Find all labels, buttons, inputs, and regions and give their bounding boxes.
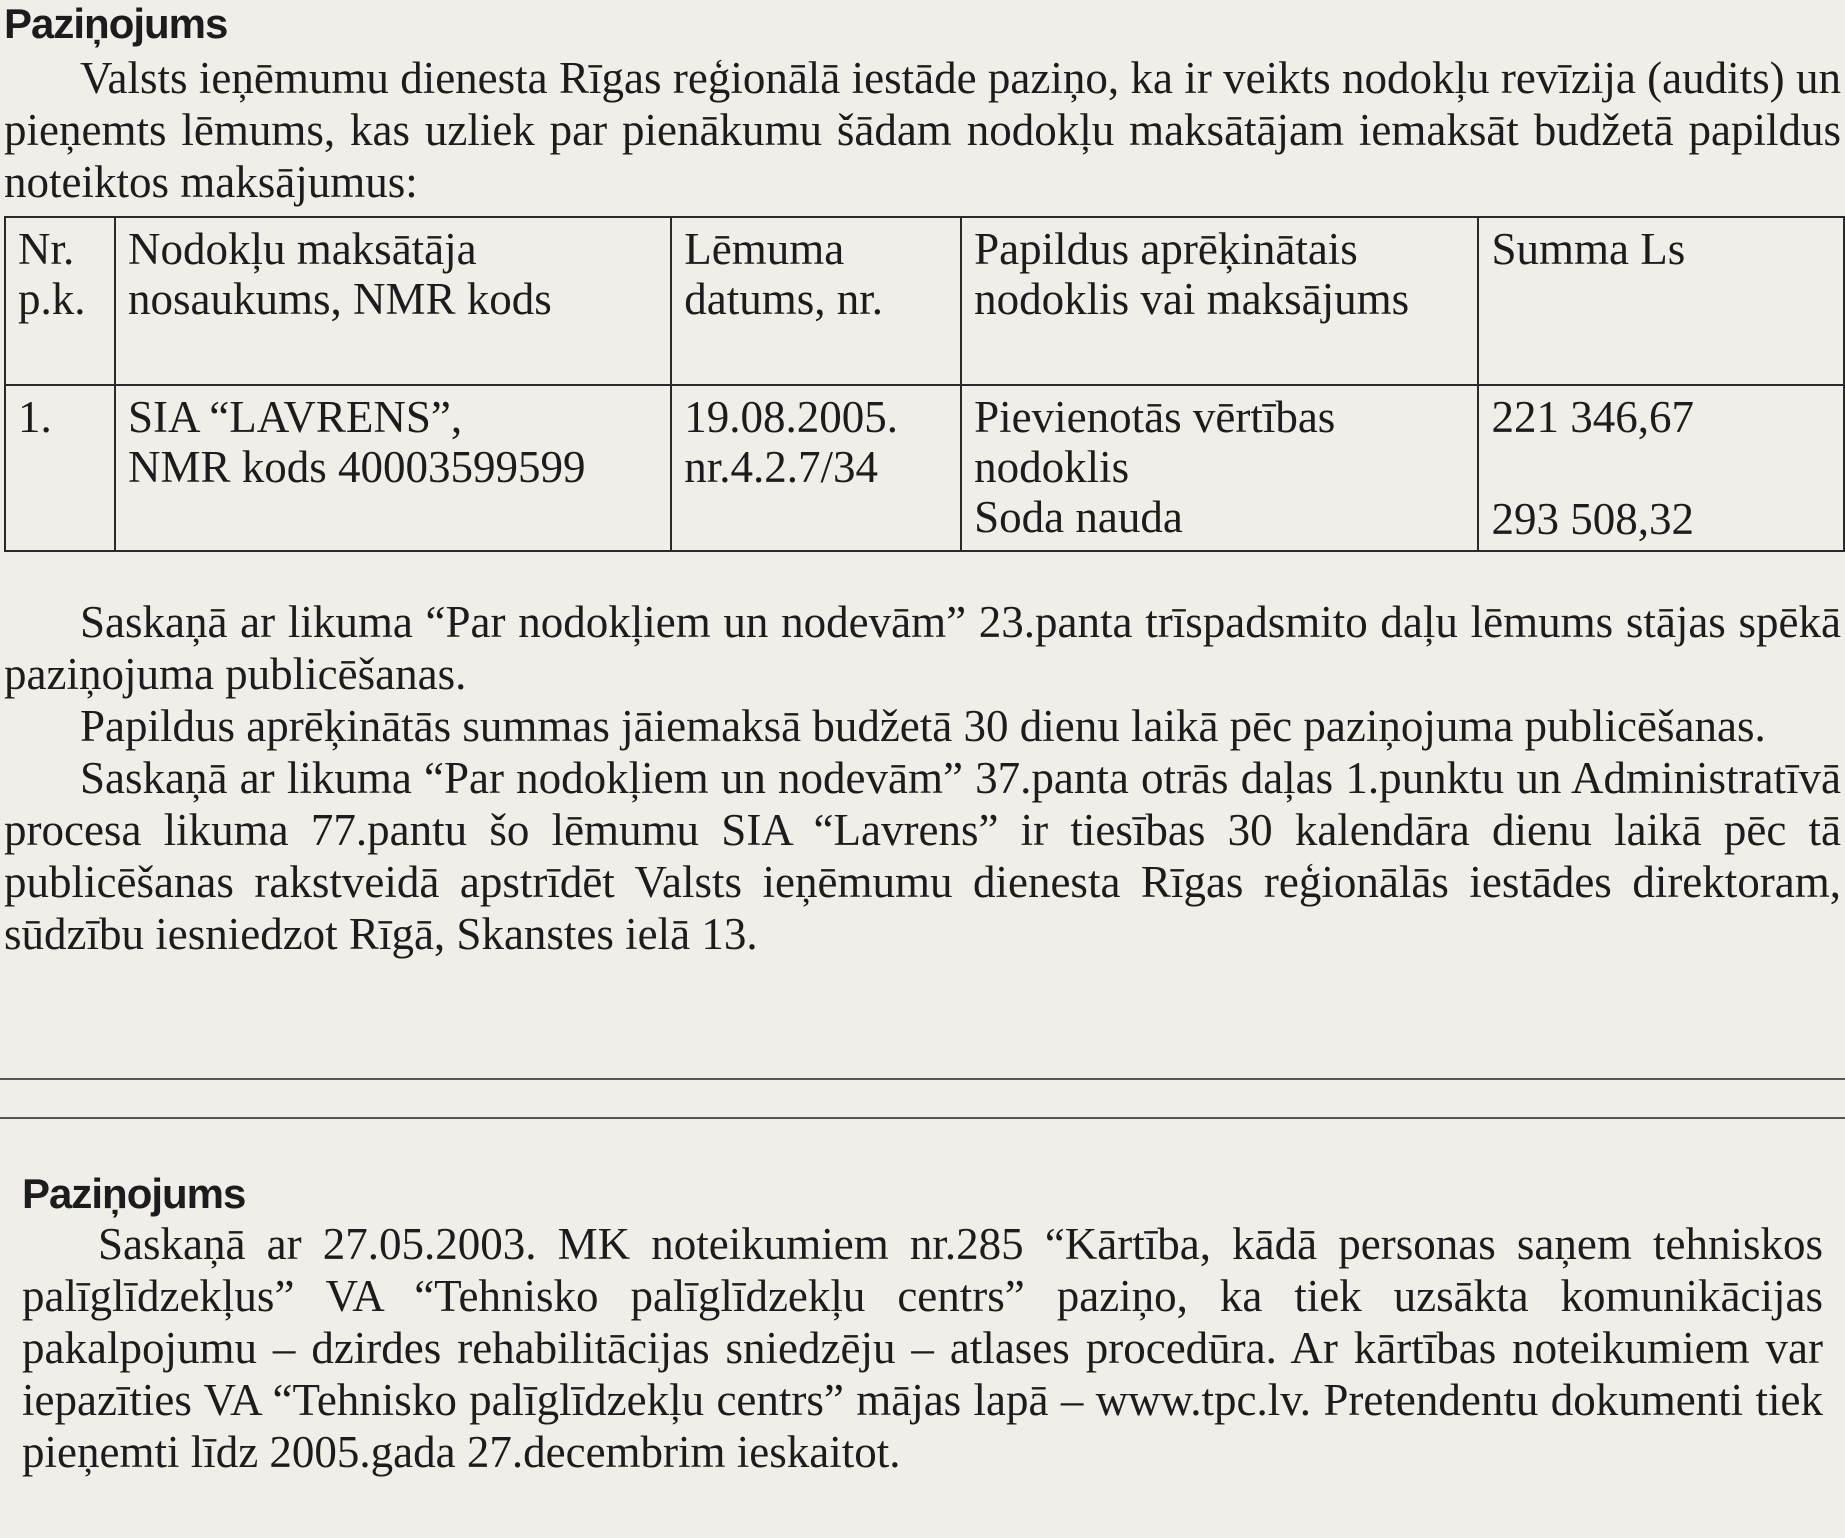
taxpayer-code: NMR kods 40003599599 [127,442,586,492]
tax-assessment-table [4,216,1845,552]
cell-taxpayer [115,385,671,551]
header-amount: Summa Ls [1478,217,1844,385]
header-decision-date: Lēmuma datums, nr. [671,217,961,385]
notice-heading: Paziņojums [22,1170,246,1217]
amount-vat: 221 346,67 [1491,392,1694,442]
cell-tax-type [961,385,1478,551]
table-header-row [5,217,1844,385]
taxpayer-name: SIA “LAVRENS”, [127,392,463,442]
decision-number: nr.4.2.7/34 [684,442,879,492]
header-additional-tax: Papildus aprēķinātais nodoklis vai maksājums [961,217,1478,385]
section-divider-bottom [0,1117,1845,1119]
notice-tpc [0,1170,1845,1478]
tax-type-penalty: Soda nauda [974,492,1183,542]
section-divider-top [0,1078,1845,1080]
cell-amount [1478,385,1844,551]
table-row [5,385,1844,551]
tax-type-vat: Pievienotās vērtības nodoklis [974,392,1336,492]
notice-intro: Valsts ieņēmumu dienesta Rīgas reģionālā iestāde paziņo, ka ir veikts nodokļu revīzija (audits) un pieņemts lēmums, kas uzliek par pienākumu šādam nodokļu maksātājam iemaksāt budžetā papildus noteiktos maksājumus: [4,53,1841,207]
decision-date: 19.08.2005. [684,392,899,442]
notice-paragraph-2: Papildus aprēķinātās summas jāiemaksā budžetā 30 dienu laikā pēc paziņojuma publicēšanas. [80,701,1766,751]
notice-paragraph: Saskaņā ar 27.05.2003. MK noteikumiem nr.285 “Kārtība, kādā personas saņem tehniskos palīglīdzekļus” VA “Tehnisko palīglīdzekļu centrs” paziņo, ka tiek uzsākta komunikācijas pakalpojumu – dzirdes rehabilitācijas sniedzēju – atlases procedūra. Ar kārtības noteikumiem var iepazīties VA “Tehnisko palīglīdzekļu centrs” mājas lapā – www.tpc.lv. Pretendentu dokumenti tiek pieņemti līdz 2005.gada 27.decembrim ieskaitot. [22,1219,1823,1477]
cell-decision [671,385,961,551]
amount-penalty: 293 508,32 [1491,494,1694,544]
header-nr: Nr. p.k. [5,217,115,385]
notice-paragraph-1: Saskaņā ar likuma “Par nodokļiem un nodevām” 23.panta trīspadsmito daļu lēmums stājas spēkā paziņojuma publicēšanas. [4,597,1841,699]
cell-nr: 1. [5,385,115,551]
header-taxpayer-name: Nodokļu maksātāja nosaukums, NMR kods [115,217,671,385]
notice-heading: Paziņojums [4,0,228,47]
notice-paragraph-3: Saskaņā ar likuma “Par nodokļiem un nodevām” 37.panta otrās daļas 1.punktu un Administratīvā procesa likuma 77.pantu šo lēmumu SIA “Lavrens” ir tiesības 30 kalendāra dienu laikā pēc tā publicēšanas rakstveidā apstrīdēt Valsts ieņēmumu dienesta Rīgas reģionālās iestādes direktoram, sūdzību iesniedzot Rīgā, Skanstes ielā 13. [4,753,1841,959]
